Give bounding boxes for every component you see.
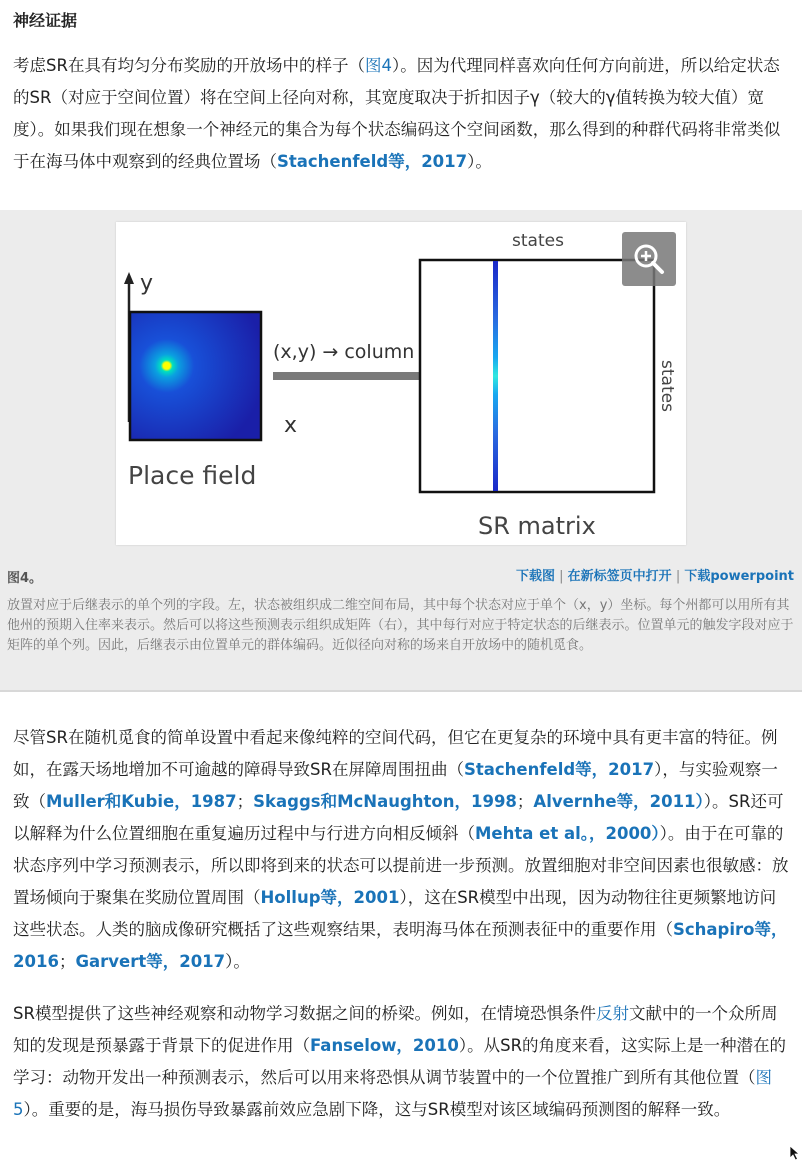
zoom-button[interactable]: [622, 232, 676, 286]
section-title: 神经证据: [13, 11, 78, 30]
citation-link[interactable]: Hollup等，2001: [260, 888, 400, 907]
magnifier-plus-icon: [622, 232, 676, 286]
y-axis-arrow: [124, 272, 134, 284]
x-axis-label: x: [284, 413, 298, 438]
states-top-label: states: [512, 231, 564, 251]
figure-label: 图4。: [7, 571, 43, 586]
figure-5-link[interactable]: 图5: [13, 1068, 772, 1119]
citation-link[interactable]: Garvert等，2017: [75, 952, 226, 971]
place-field-label: Place field: [128, 461, 257, 490]
download-figure-link[interactable]: 下载图: [515, 569, 555, 584]
reflex-link[interactable]: 反射: [595, 1004, 629, 1023]
sr-matrix-label: SR matrix: [478, 512, 596, 540]
citation-link[interactable]: Stachenfeld等，2017: [463, 760, 655, 779]
citation-link[interactable]: Stachenfeld等，2017: [277, 152, 468, 171]
open-new-tab-link[interactable]: 在新标签页中打开: [567, 569, 672, 584]
citation-link[interactable]: Fanselow，2010: [310, 1036, 459, 1055]
citation-link[interactable]: Muller和Kubie，1987: [46, 792, 237, 811]
download-powerpoint-link[interactable]: 下载powerpoint: [684, 569, 794, 584]
place-field-sr-diagram: [116, 222, 686, 545]
mapping-label: (x,y) → column: [273, 341, 415, 363]
citation-link[interactable]: Mehta et al。，2000）: [475, 824, 660, 843]
figure-links: 下载图 | 在新标签页中打开 | 下载powerpoint: [515, 569, 794, 584]
figure-4: [0, 210, 802, 692]
citation-link[interactable]: Skaggs和McNaughton，1998: [253, 792, 517, 811]
y-axis-label: y: [140, 271, 154, 296]
citation-link[interactable]: Schapiro等，2016: [13, 920, 788, 971]
sr-matrix-column: [493, 261, 498, 491]
place-field-square: [130, 312, 261, 440]
states-side-label: states: [657, 360, 677, 412]
sr-matrix-box: [420, 260, 654, 492]
citation-link[interactable]: Alvernhe等，2011）: [533, 792, 704, 811]
figure-4-link[interactable]: 图4: [364, 56, 392, 75]
figure-image[interactable]: [116, 222, 686, 545]
mouse-cursor-icon: [789, 1146, 801, 1160]
paragraph-sr-features: 尽管SR在随机觅食的简单设置中看起来像纯粹的空间代码，但它在更复杂的环境中具有更丰富的特征。例如，在露天场地增加不可逾越的障碍导致SR在屏障周围扭曲（Stachenfeld等，2017），与实验观察一致（Muller和Kubie，1987；Skaggs和McNaughton，1998；Alvernhe等，2011））。SR还可以解释为什么位置细胞在重复遍历过程中与行进方向相反倾斜（Mehta et al。，2000））。由于在可靠的状态序列中学习预测表示，所以即将到来的状态可以提前进一步预测。放置细胞对非空间因素也很敏感：放置场倾向于聚集在奖励位置周围（Hollup等，2001），这在SR模型中出现，因为动物往往更频繁地访问这些状态。人类的脑成像研究概括了这些观察结果，表明海马体在预测表征中的重要作用（Schapiro等，2016；Garvert等，2017）。: [13, 728, 789, 971]
paragraph-sr-bridge: SR模型提供了这些神经观察和动物学习数据之间的桥梁。例如，在情境恐惧条件反射文献中的一个众所周知的发现是预暴露于背景下的促进作用（Fanselow，2010）。从SR的角度来看，这实际上是一种潜在的学习：动物开发出一种预测表示，然后可以用来将恐惧从调节装置中的一个位置推广到所有其他位置（图5）。重要的是，海马损伤导致暴露前效应急剧下降，这与SR模型对该区域编码预测图的解释一致。: [13, 1004, 787, 1119]
figure-caption: 放置对应于后继表示的单个列的字段。左，状态被组织成二维空间布局，其中每个状态对应于单个（x，y）坐标。每个州都可以用所有其他州的预期入住率来表示。然后可以将这些预测表示组织成矩阵（右），其中每行对应于特定状态的后继表示。位置单元的触发字段对应于矩阵的单个列。因此，后继表示由位置单元的群体编码。近似径向对称的场来自开放场中的随机觅食。: [7, 598, 794, 653]
paragraph-place-fields: 考虑SR在具有均匀分布奖励的开放场中的样子（图4）。因为代理同样喜欢向任何方向前进，所以给定状态的SR（对应于空间位置）将在空间上径向对称，其宽度取决于折扣因子γ（较大的γ值转换为较大值）宽度）。如果我们现在想象一个神经元的集合为每个状态编码这个空间函数，那么得到的种群代码将非常类似于在海马体中观察到的经典位置场（Stachenfeld等，2017）。: [13, 56, 781, 171]
